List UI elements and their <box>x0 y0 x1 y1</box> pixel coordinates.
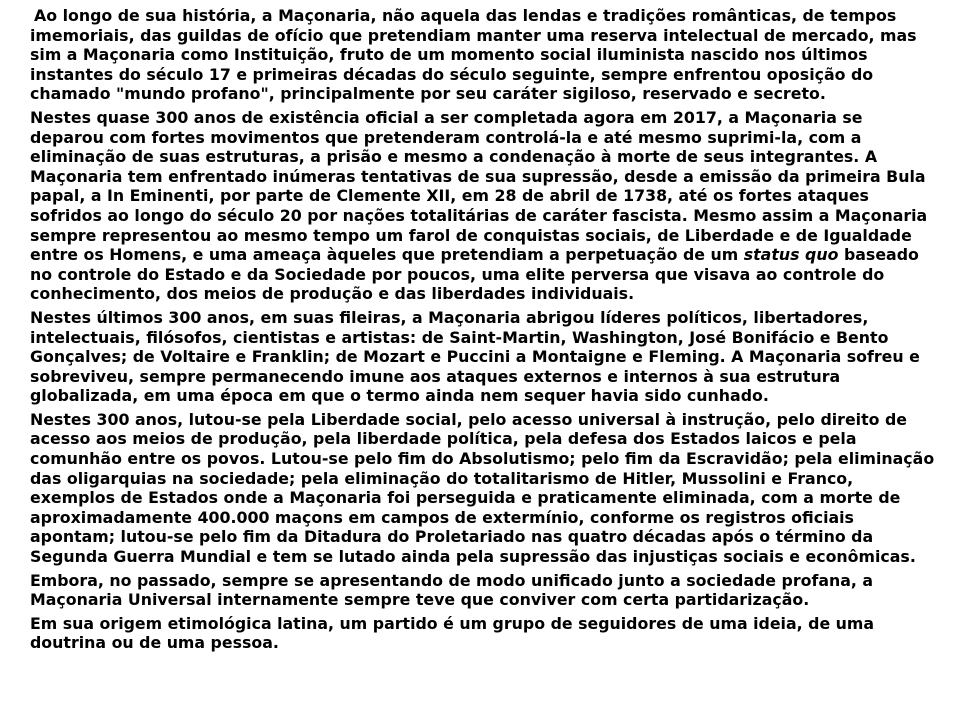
paragraph-text-after-emphasis: baseado no controle do Estado e da Sociedade por poucos, uma elite perversa que visava ao controle do conhecimento, dos meios de produção e das liberdades individuais. <box>30 245 919 304</box>
paragraph-notable-members: Nestes últimos 300 anos, em suas fileiras, a Maçonaria abrigou líderes políticos, libertadores, intelectuais, filósofos, cientistas e artistas: de Saint-Martin, Washington, José Bonifácio e Bento Gonçalves; de Voltaire e Franklin; de Mozart e Puccini a Montaigne e Fleming. A Maçonaria sofreu e sobreviveu, sempre permanecendo imune aos ataques externos e internos à sua estrutura globalizada, em uma época em que o termo ainda nem sequer havia sido cunhado. <box>30 307 920 406</box>
text-body <box>30 6 938 653</box>
paragraph-history-opposition: Ao longo de sua história, a Maçonaria, não aquela das lendas e tradições românticas, de tempos imemoriais, das guildas de ofício que pretendiam manter uma reserva intelectual de mercado, mas sim a Maçonaria como Instituição, fruto de um momento social iluminista nascido nos últimos instantes do século 17 e primeiras décadas do século seguinte, sempre enfrentou oposição do chamado "mundo profano", principalmente por seu caráter sigiloso, reservado e secreto. <box>30 6 917 104</box>
paragraph-300-years-suppression <box>30 108 938 304</box>
paragraph-struggles: Nestes 300 anos, lutou-se pela Liberdade social, pelo acesso universal à instrução, pelo direito de acesso aos meios de produção, pela liberdade política, pela defesa dos Estados laicos e pela comunhão entre os povos. Lutou-se pelo fim do Absolutismo; pelo fim da Escravidão; pela eliminação das oligarquias na sociedade; pela eliminação do totalitarismo de Hitler, Mussolini e Franco, exemplos de Estados onde a Maçonaria foi perseguida e praticamente eliminada, com a morte de aproximadamente 400.000 maçons em campos de extermínio, conforme os registros oficiais apontam; lutou-se pelo fim da Ditadura do Proletariado nas quatro décadas após o término da Segunda Guerra Mundial e tem se lutado ainda pela supressão das injustiças sociais e econômicas. <box>30 409 935 567</box>
paragraph-text-before-emphasis: Nestes quase 300 anos de existência oficial a ser completada agora em 2017, a Maçonaria se deparou com fortes movimentos que pretenderam controlá-la e até mesmo suprimi-la, com a eliminação de suas estruturas, a prisão e mesmo a condenação à morte de seus integrantes. A Maçonaria tem enfrentado inúmeras tentativas de sua supressão, desde a emissão da primeira Bula papal, a In Eminenti, por parte de Clemente XII, em 28 de abril de 1738, até os fortes ataques sofridos ao longo do século 20 por nações totalitárias de caráter fascista. Mesmo assim a Maçonaria sempre representou ao mesmo tempo um farol de conquistas sociais, de Liberdade e de Igualdade entre os Homens, e uma ameaça àqueles que pretendiam a perpetuação de um <box>30 107 928 265</box>
paragraph-partisanship: Embora, no passado, sempre se apresentando de modo unificado junto a sociedade profana, a Maçonaria Universal internamente sempre teve que conviver com certa partidarização. <box>30 570 874 610</box>
paragraph-party-etymology: Em sua origem etimológica latina, um partido é um grupo de seguidores de uma ideia, de uma doutrina ou de uma pessoa. <box>30 613 875 653</box>
emphasis-status-quo: status quo <box>743 245 839 265</box>
